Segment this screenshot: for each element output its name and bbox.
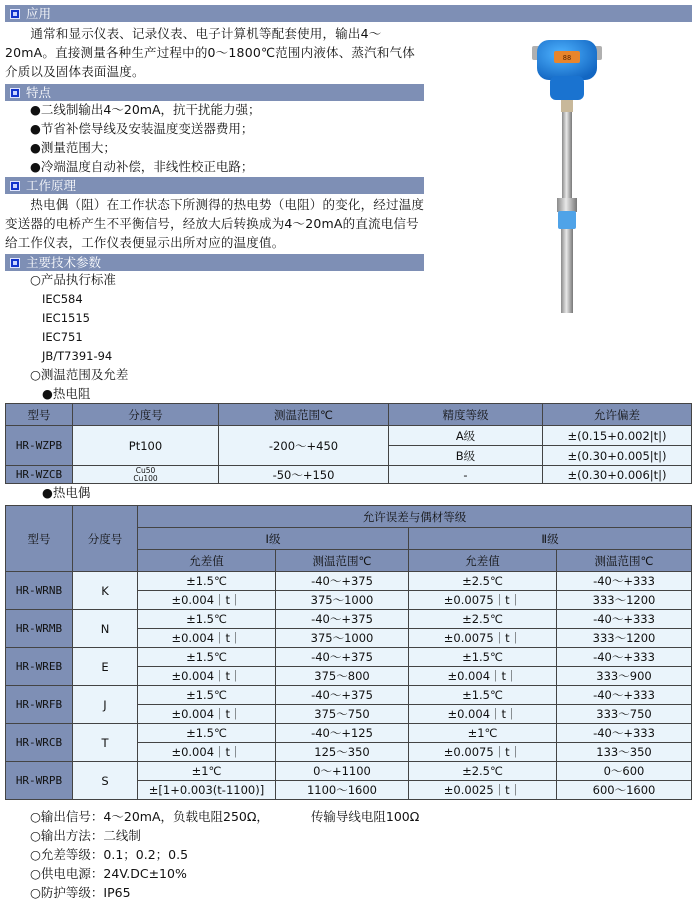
rtd-label: ●热电阻 xyxy=(42,386,91,401)
graduation-cell: J xyxy=(73,686,138,724)
thread-fitting xyxy=(561,100,573,112)
table-row xyxy=(6,686,692,705)
tol-class1-cell: ±0.004｜t｜ xyxy=(138,743,276,762)
tol-class1-cell: ±1.5℃ xyxy=(138,572,276,591)
header-class-2: Ⅱ级 xyxy=(409,528,692,550)
tol-class2-cell: ±2.5℃ xyxy=(409,610,557,629)
header-group: 允许误差与偶材等级 xyxy=(138,506,692,528)
range-class2-cell: 333～900 xyxy=(557,667,692,686)
tolerance-cell: ±(0.15+0.002|t|) xyxy=(543,426,692,446)
tol-class1-cell: ±0.004｜t｜ xyxy=(138,705,276,724)
range-class1-cell: -40～+375 xyxy=(276,572,409,591)
graduation-line: Cu50 xyxy=(135,465,156,475)
range-class2-cell: 133～350 xyxy=(557,743,692,762)
principle-text: 热电偶（阻）在工作状态下所测得的热电势（电阻）的变化，经过温度变送器的电桥产生不平衡信号，经放大后转换成为4～20mA的直流电信号给工作仪表，工作仪表便显示出所对应的温度值。 xyxy=(5,197,425,250)
graduation-cell: K xyxy=(73,572,138,610)
tol-class2-cell: ±1℃ xyxy=(409,724,557,743)
tol-class2-cell: ±0.0075｜t｜ xyxy=(409,629,557,648)
tol-class2-cell: ±2.5℃ xyxy=(409,762,557,781)
hex-nut xyxy=(557,198,577,212)
range-class2-cell: -40～+333 xyxy=(557,724,692,743)
range-class1-cell: 0～+1100 xyxy=(276,762,409,781)
header-model: 型号 xyxy=(6,404,73,426)
header-range: 测温范围℃ xyxy=(219,404,389,426)
section-title: 工作原理 xyxy=(26,178,77,193)
section-bullet-icon xyxy=(10,88,20,98)
tol-class1-cell: ±0.004｜t｜ xyxy=(138,667,276,686)
graduation-line: Cu100 xyxy=(133,473,158,483)
range-class1-cell: -40～+375 xyxy=(276,686,409,705)
section-header-features xyxy=(5,84,424,101)
header-graduation: 分度号 xyxy=(73,506,138,572)
range-cell: -200～+450 xyxy=(219,426,389,466)
model-cell: HR-WRMB xyxy=(6,610,73,648)
range-class2-cell: 333～750 xyxy=(557,705,692,724)
spec-extra: 传输导线电阻100Ω xyxy=(310,809,420,824)
spec-output-method: ○输出方法：二线制 xyxy=(30,828,141,843)
range-class1-cell: 125～350 xyxy=(276,743,409,762)
range-class2-cell: 600～1600 xyxy=(557,781,692,800)
tol-class1-cell: ±0.004｜t｜ xyxy=(138,629,276,648)
section-bullet-icon xyxy=(10,9,20,19)
table-row xyxy=(6,648,692,667)
tol-class1-cell: ±1.5℃ xyxy=(138,610,276,629)
range-class1-cell: 375～800 xyxy=(276,667,409,686)
grade-cell: A级 xyxy=(389,426,543,446)
tol-class2-cell: ±0.0075｜t｜ xyxy=(409,743,557,762)
svg-text:88: 88 xyxy=(562,54,572,62)
header-graduation: 分度号 xyxy=(73,404,219,426)
feature-item: ●测量范围大； xyxy=(30,140,116,155)
standard-item: IEC751 xyxy=(42,330,83,344)
range-class1-cell: 375～1000 xyxy=(276,591,409,610)
model-cell: HR-WRFB xyxy=(6,686,73,724)
feature-item: ●二线制输出4～20mA，抗干扰能力强； xyxy=(30,102,261,117)
tc-label: ●热电偶 xyxy=(42,485,91,500)
graduation-cell: S xyxy=(73,762,138,800)
graduation-cell: T xyxy=(73,724,138,762)
feature-item: ●冷端温度自动补偿，非线性校正电路； xyxy=(30,159,254,174)
range-class1-cell: 1100～1600 xyxy=(276,781,409,800)
table-row xyxy=(6,724,692,743)
graduation-cell: E xyxy=(73,648,138,686)
header-grade: 精度等级 xyxy=(389,404,543,426)
grade-cell: B级 xyxy=(389,446,543,466)
tol-class2-cell: ±2.5℃ xyxy=(409,572,557,591)
section-title: 特点 xyxy=(26,85,52,100)
tol-class2-cell: ±1.5℃ xyxy=(409,686,557,705)
spec-text: ○输出信号：4～20mA，负载电阻250Ω， xyxy=(30,809,269,824)
model-cell: HR-WRCB xyxy=(6,724,73,762)
range-class1-cell: 375～1000 xyxy=(276,629,409,648)
tol-class1-cell: ±1℃ xyxy=(138,762,276,781)
section-bullet-icon xyxy=(10,181,20,191)
graduation-cell: Pt100 xyxy=(73,426,219,466)
range-class2-cell: -40～+333 xyxy=(557,572,692,591)
table-row xyxy=(6,610,692,629)
table-row xyxy=(6,466,692,484)
section-header-principle xyxy=(5,177,424,194)
grade-cell: - xyxy=(389,466,543,484)
range-class1-cell: -40～+375 xyxy=(276,610,409,629)
range-class2-cell: 333～1200 xyxy=(557,629,692,648)
range-class2-cell: 0～600 xyxy=(557,762,692,781)
section-title: 应用 xyxy=(26,6,52,21)
range-label: ○测温范围及允差 xyxy=(30,367,129,382)
range-class1-cell: 375～750 xyxy=(276,705,409,724)
tol-class1-cell: ±1.5℃ xyxy=(138,648,276,667)
tol-class1-cell: ±1.5℃ xyxy=(138,724,276,743)
tol-class1-cell: ±0.004｜t｜ xyxy=(138,591,276,610)
feature-item: ●节省补偿导线及安装温度变送器费用； xyxy=(30,121,254,136)
range-class1-cell: -40～+375 xyxy=(276,648,409,667)
tol-class2-cell: ±0.0075｜t｜ xyxy=(409,591,557,610)
header-class-1: Ⅰ级 xyxy=(138,528,409,550)
tc-table xyxy=(5,505,692,800)
header-range-2: 测温范围℃ xyxy=(557,550,692,572)
range-class2-cell: -40～+333 xyxy=(557,648,692,667)
rtd-table xyxy=(5,403,692,484)
range-class2-cell: 333～1200 xyxy=(557,591,692,610)
section-title: 主要技术参数 xyxy=(26,255,102,270)
application-text: 通常和显示仪表、记录仪表、电子计算机等配套使用，输出4～20mA。直接测量各种生产过程中的0～1800℃范围内液体、蒸汽和气体介质以及固体表面温度。 xyxy=(5,26,415,79)
header-model: 型号 xyxy=(6,506,73,572)
tol-class2-cell: ±0.004｜t｜ xyxy=(409,705,557,724)
tol-class2-cell: ±1.5℃ xyxy=(409,648,557,667)
range-class2-cell: -40～+333 xyxy=(557,686,692,705)
standards-label: ○产品执行标准 xyxy=(30,272,116,287)
model-cell: HR-WZCB xyxy=(6,466,73,484)
tol-class2-cell: ±0.0025｜t｜ xyxy=(409,781,557,800)
header-tol-2: 允差值 xyxy=(409,550,557,572)
header-tolerance: 允许偏差 xyxy=(543,404,692,426)
section-header-application xyxy=(5,5,692,22)
header-tol-1: 允差值 xyxy=(138,550,276,572)
graduation-cell: N xyxy=(73,610,138,648)
table-row xyxy=(6,762,692,781)
blue-collar xyxy=(558,211,576,229)
spec-power-supply: ○供电电源：24V.DC±10% xyxy=(30,866,187,881)
standard-item: IEC584 xyxy=(42,292,83,306)
product-photo xyxy=(520,38,620,318)
upper-tube xyxy=(562,108,572,206)
model-cell: HR-WZPB xyxy=(6,426,73,466)
table-row xyxy=(6,426,692,446)
table-row xyxy=(6,572,692,591)
graduation-cell xyxy=(73,466,219,484)
range-class2-cell: -40～+333 xyxy=(557,610,692,629)
header-range-1: 测温范围℃ xyxy=(276,550,409,572)
section-bullet-icon xyxy=(10,258,20,268)
housing-neck xyxy=(550,76,584,100)
range-cell: -50～+150 xyxy=(219,466,389,484)
tol-class1-cell: ±[1+0.003(t-1100)] xyxy=(138,781,276,800)
range-class1-cell: -40～+125 xyxy=(276,724,409,743)
spec-tolerance-class: ○允差等级：0.1；0.2；0.5 xyxy=(30,847,189,862)
spec-output-signal xyxy=(30,808,419,826)
standard-item: IEC1515 xyxy=(42,311,90,325)
model-cell: HR-WRNB xyxy=(6,572,73,610)
standard-item: JB/T7391-94 xyxy=(42,349,113,363)
tol-class1-cell: ±1.5℃ xyxy=(138,686,276,705)
section-header-specs xyxy=(5,254,424,271)
tolerance-cell: ±(0.30+0.005|t|) xyxy=(543,446,692,466)
tol-class2-cell: ±0.004｜t｜ xyxy=(409,667,557,686)
spec-protection: ○防护等级：IP65 xyxy=(30,885,131,900)
model-cell: HR-WREB xyxy=(6,648,73,686)
tolerance-cell: ±(0.30+0.006|t|) xyxy=(543,466,692,484)
model-cell: HR-WRPB xyxy=(6,762,73,800)
